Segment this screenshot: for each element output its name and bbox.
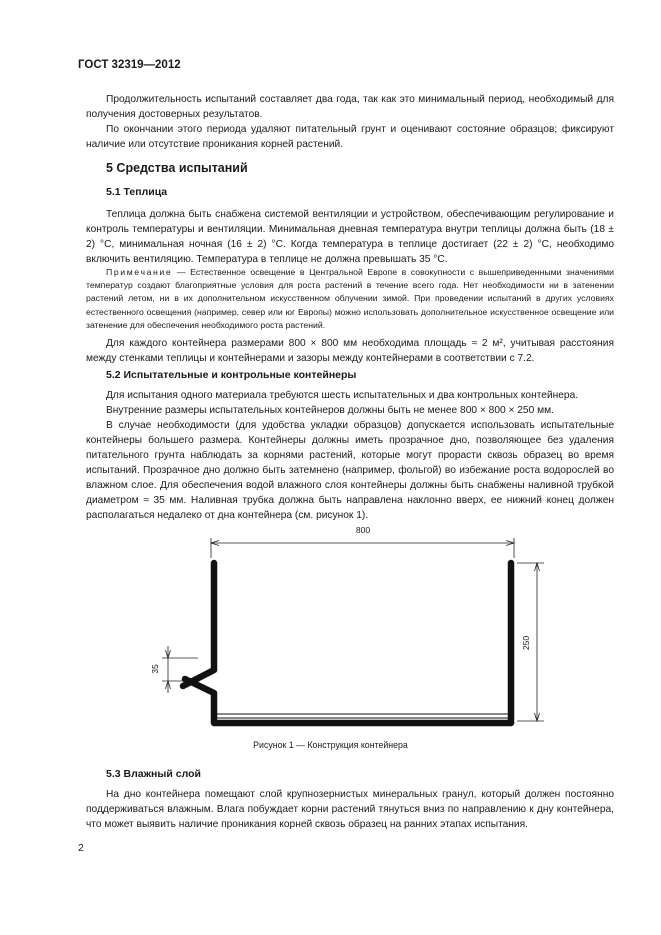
container-walls	[183, 563, 511, 723]
subsection-heading: 5.2 Испытательные и контрольные контейнеры	[106, 369, 357, 381]
transparent-bottom	[217, 714, 508, 718]
dimension-width-label: 800	[355, 525, 371, 535]
section-heading: 5 Средства испытаний	[106, 161, 248, 175]
paragraph: Внутренние размеры испытательных контейнеров должны быть не менее 800 × 800 × 250 мм.	[106, 405, 554, 416]
paragraph: Продолжительность испытаний составляет два года, так как это минимальный период, необходимый для получения достоверных результатов.	[86, 94, 614, 120]
paragraph: На дно контейнера помещают слой крупнозернистых минеральных гранул, который должен постоянно поддерживаться влажным. Влага побуждает корни растений тянуться вниз по направлению к дну контейнера, что может выявить наличие проникания корней сквозь образец на ранних этапах испытания.	[86, 789, 614, 830]
dimension-height-label: 250	[521, 635, 531, 651]
paragraph: Теплица должна быть снабжена системой вентиляции и устройством, обеспечивающим регулирование и контроль температуры и вентиляции. Минимальная дневная температура внутри теплицы должна быть (18 ± 2) °С, минимальная ночная (16 ± 2) °С. Когда температура в теплице достигает (22 ± 2) °С, необходимо включить вентиляцию. Температура в теплице не должна превышать 35 °С.	[86, 209, 614, 265]
note-label: Примечание	[106, 267, 173, 277]
subsection-heading: 5.3 Влажный слой	[106, 768, 201, 780]
dimension-width	[211, 538, 514, 558]
paragraph: Для каждого контейнера размерами 800 × 800 мм необходима площадь ≈ 2 м², учитывая расстояния между стенками теплицы и контейнерами и зазоры между контейнерами в соответствии с 7.2.	[86, 338, 614, 364]
paragraph: В случае необходимости (для удобства укладки образцов) допускается использовать испытательные контейнеры большего размера. Контейнеры должны иметь прозрачное дно, позволяющее без удаления питательного грунта наблюдать за корнями растений, которые могут прорасти сквозь образец во время испытаний. Прозрачное дно должно быть затемнено (например, фольгой) во избежание роста водорослей во влажном слое. Для обеспечения водой влажного слоя контейнеры должны быть снабжены наливной трубкой диаметром ≈ 35 мм. Наливная трубка должна быть направлена наклонно вверх, ее нижний конец должен располагаться недалеко от дна контейнера (см. рисунок 1).	[86, 420, 614, 521]
figure-caption: Рисунок 1 — Конструкция контейнера	[253, 740, 408, 750]
paragraph: Для испытания одного материала требуются шесть испытательных и два контрольных контейнера.	[106, 390, 579, 401]
note-text: — Естественное освещение в Центральной Европе в совокупности с вышеприведенными значениями температур создают благоприятные условия для роста растений в течение всего года. Нет необходимости ни в затенении растений летом, ни в их дополнительном искусственном облучении зимой. При проведении испытаний в других условиях естественного освещения (например, север или юг Европы) можно использовать дополнительное искусственное освещение или затенение для обеспечения необходимого роста растений.	[86, 267, 614, 330]
left-wall-upper	[183, 563, 214, 686]
left-wall-and-bottom	[185, 679, 511, 723]
page-number: 2	[78, 842, 84, 854]
dimension-pipe-label: 35	[150, 664, 160, 674]
subsection-heading: 5.1 Теплица	[106, 186, 168, 198]
document-header: ГОСТ 32319—2012	[78, 59, 181, 71]
paragraph: По окончании этого периода удаляют питательный грунт и оценивают состояние образцов; фиксируют наличие или отсутствие проникания корней растений.	[86, 124, 614, 150]
